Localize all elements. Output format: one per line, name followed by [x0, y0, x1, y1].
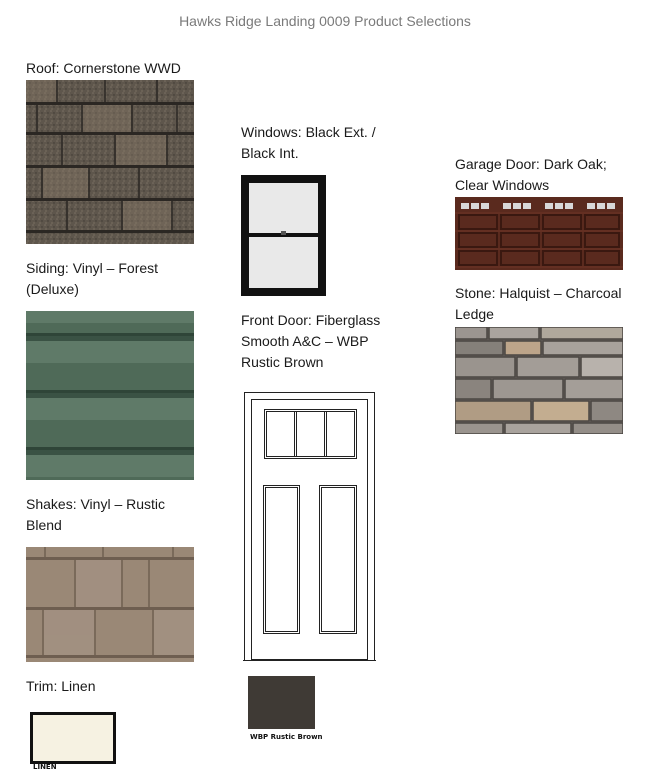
stone-swatch-image	[455, 327, 623, 434]
front-door-color-swatch	[248, 676, 315, 729]
front-door-image	[243, 392, 376, 662]
stone-label: Stone: Halquist – Charcoal Ledge	[455, 285, 622, 322]
siding-swatch-image	[26, 311, 194, 480]
garage-door-image	[455, 197, 623, 270]
shakes-label: Shakes: Vinyl – Rustic Blend	[26, 496, 166, 533]
garage-door-label: Garage Door: Dark Oak; Clear Windows	[455, 156, 607, 193]
front-door-label: Front Door: Fiberglass Smooth A&C – WBP Rustic Brown	[241, 312, 381, 370]
shakes-swatch-image	[26, 547, 194, 662]
roof-label: Roof: Cornerstone WWD	[26, 60, 181, 76]
windows-label: Windows: Black Ext. / Black Int.	[241, 124, 376, 161]
front-door-swatch-caption: WBP Rustic Brown	[250, 733, 323, 741]
roof-swatch-image	[26, 80, 194, 244]
trim-color-swatch	[30, 712, 116, 764]
page-title: Hawks Ridge Landing 0009 Product Selections	[179, 13, 471, 29]
siding-label: Siding: Vinyl – Forest (Deluxe)	[26, 260, 159, 297]
trim-label: Trim: Linen	[26, 678, 96, 694]
window-image	[241, 175, 326, 296]
trim-swatch-caption: LINEN	[33, 763, 57, 771]
